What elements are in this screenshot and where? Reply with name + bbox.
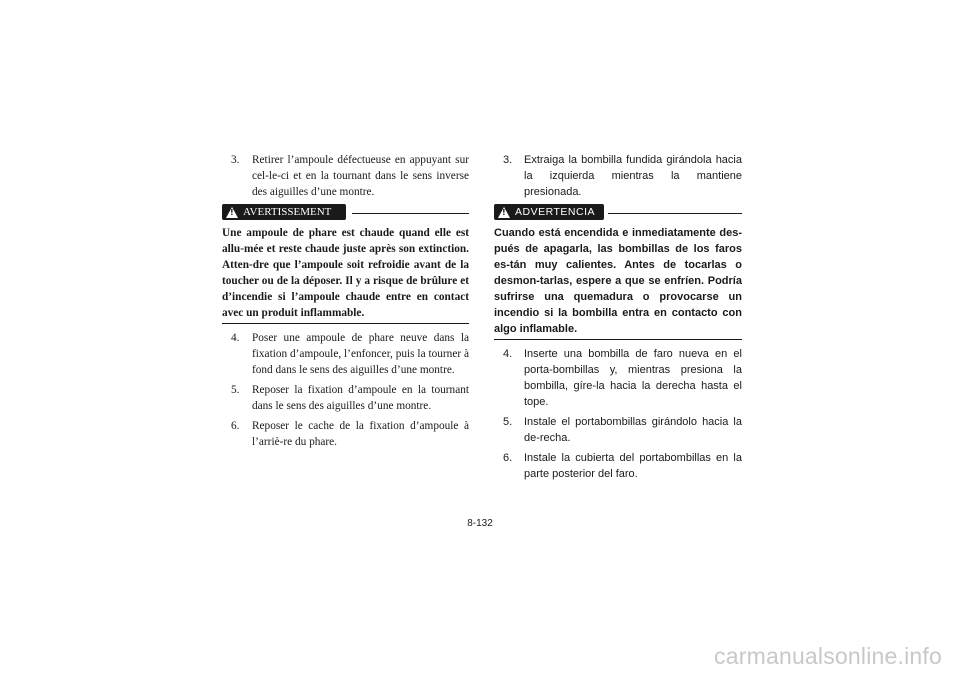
warning-header-rule [352,213,469,214]
warning-header-es [494,204,742,222]
step-4-fr [222,330,469,378]
warning-text-fr: Une ampoule de phare est chaude quand elle est allu-mée et reste chaude juste après son extinction. Atten-dre que l’ampoule soit refroidie avant de la toucher ou de la déposer. Il y a risque de brûlure et d’incendie si l’ampoule chaude entre en contact avec un produit inflammable. [222,227,469,319]
step-number: 4. [503,348,513,360]
french-column [222,152,469,454]
step-6-es [494,450,742,482]
step-number: 3. [503,154,513,166]
step-number: 5. [231,384,240,396]
warning-badge-fr [222,204,346,220]
warning-header-rule [608,213,742,214]
step-number: 6. [231,420,240,432]
step-text: Inserte una bombilla de faro nueva en el porta-bombillas y, mientras presiona la bombilla, gíre-la hacia la derecha hasta el tope. [524,348,742,408]
warning-triangle-icon [226,207,238,218]
step-6-fr [222,418,469,450]
step-number: 6. [503,452,513,464]
step-text: Retirer l’ampoule défectueuse en appuyant sur cel-le-ci et en la tournant dans le sens inverse des aiguilles d’une montre. [252,154,469,198]
step-5-es [494,414,742,446]
step-text: Poser une ampoule de phare neuve dans la fixation d’ampoule, l’enfoncer, puis la tourner à fond dans le sens des aiguilles d’une montre. [252,332,469,376]
step-number: 4. [231,332,240,344]
step-number: 3. [231,154,240,166]
warning-bottom-rule [222,323,469,324]
step-text: Extraiga la bombilla fundida girándola hacia la izquierda mientras la mantiene presionada. [524,154,742,198]
warning-badge-es [494,204,604,220]
step-number: 5. [503,416,513,428]
step-4-es [494,346,742,410]
spanish-column [494,152,742,486]
step-text: Reposer le cache de la fixation d’ampoule à l’arriè-re du phare. [252,420,469,448]
warning-text-es: Cuando está encendida e inmediatamente des-pués de apagarla, las bombillas de los faros es-tán muy calientes. Antes de tocarlas o desmon-tarlas, espere a que se enfríen. Podría sufrirse una quemadura o provocarse un incendio si la bombilla entra en contacto con algo inflamable. [494,227,742,335]
step-3-es [494,152,742,200]
page-number: 8-132 [467,518,493,529]
warning-header-fr [222,204,469,222]
warning-bottom-rule [494,339,742,340]
step-text: Instale la cubierta del portabombillas en la parte posterior del faro. [524,452,742,480]
step-text: Reposer la fixation d’ampoule en la tournant dans le sens des aiguilles d’une montre. [252,384,469,412]
step-text: Instale el portabombillas girándolo hacia la de-recha. [524,416,742,444]
step-3-fr [222,152,469,200]
warning-label: AVERTISSEMENT [243,206,332,218]
warning-label: ADVERTENCIA [515,206,595,218]
watermark: carmanualsonline.info [714,643,942,669]
warning-triangle-icon [498,207,510,218]
step-5-fr [222,382,469,414]
